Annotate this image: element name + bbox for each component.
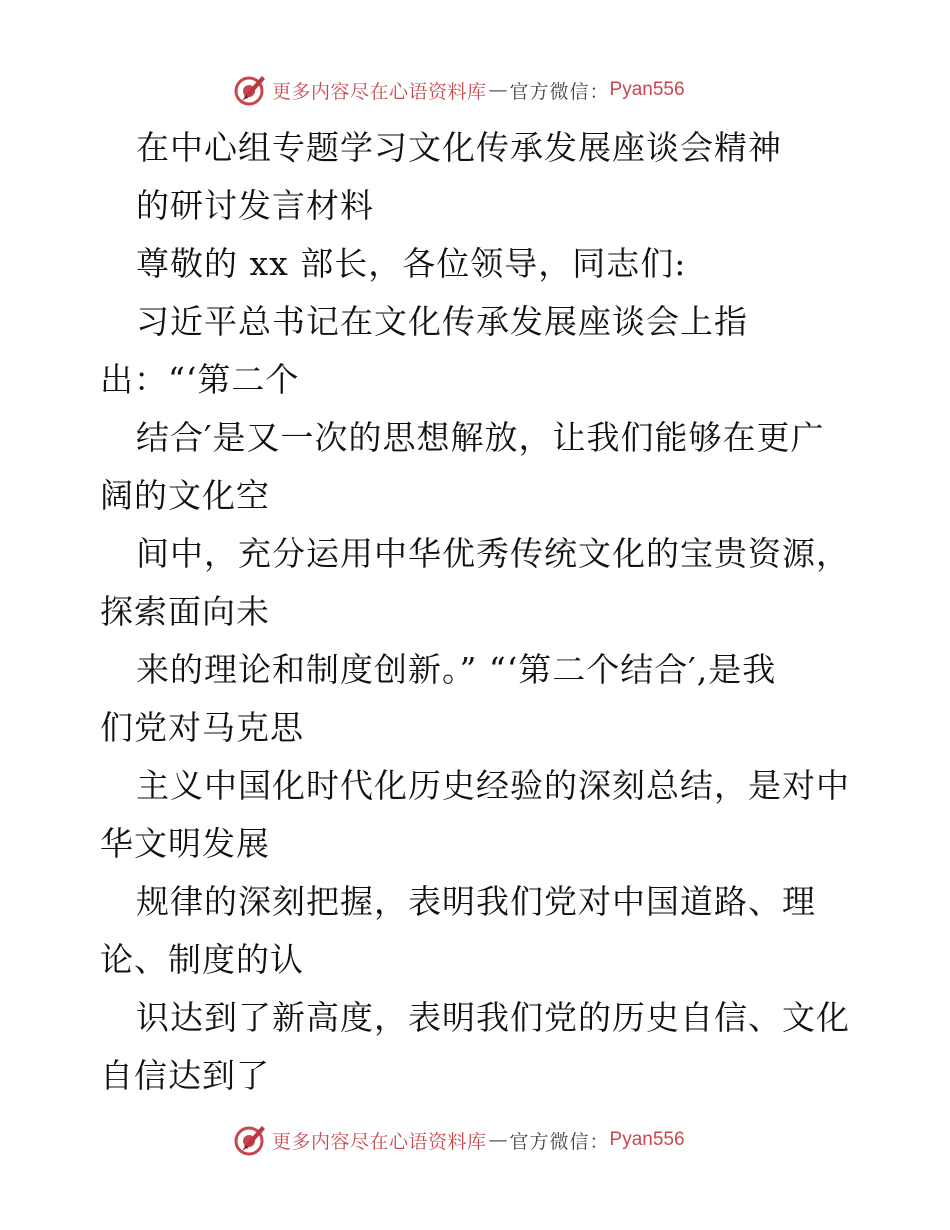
paragraph-line: 们党对马克思	[100, 708, 304, 747]
paragraph-line: 探索面向未	[100, 592, 270, 631]
paragraph-line: 间中，充分运用中华优秀传统文化的宝贵资源，	[136, 534, 850, 573]
watermark-text: 更多内容尽在心语资料库	[272, 1130, 487, 1153]
header-watermark	[232, 72, 685, 108]
paragraph-line: 规律的深刻把握，表明我们党对中国道路、理	[136, 882, 816, 921]
salutation: 尊敬的 xx 部长，各位领导，同志们:	[136, 244, 687, 283]
paragraph-line: 自信达到了	[100, 1056, 270, 1095]
quill-logo-icon	[232, 72, 268, 108]
paragraph-line: 阔的文化空	[100, 476, 270, 515]
paragraph-line: 来的理论和制度创新。” “‘第二个结合′,是我	[136, 650, 777, 689]
watermark-wechat-label: 官方微信：	[509, 1130, 610, 1153]
quill-logo-icon	[232, 1122, 268, 1158]
paragraph-line: 识达到了新高度，表明我们党的历史自信、文化	[136, 998, 850, 1037]
paragraph-line: 论、制度的认	[100, 940, 304, 979]
footer-watermark	[232, 1122, 685, 1158]
document-title-line-1: 在中心组专题学习文化传承发展座谈会精神	[136, 128, 782, 167]
watermark-dash: —	[488, 79, 508, 101]
watermark-text: 更多内容尽在心语资料库	[272, 80, 487, 103]
paragraph-line: 出：“‘第二个	[100, 360, 300, 399]
watermark-handle: Pyan556	[609, 79, 685, 100]
paragraph-line: 习近平总书记在文化传承发展座谈会上指	[136, 302, 748, 341]
document-title-line-2: 的研讨发言材料	[136, 186, 374, 225]
watermark-wechat-label: 官方微信：	[509, 80, 610, 103]
paragraph-line: 主义中国化时代化历史经验的深刻总结，是对中	[136, 766, 850, 805]
paragraph-line: 华文明发展	[100, 824, 270, 863]
watermark-handle: Pyan556	[609, 1129, 685, 1150]
paragraph-line: 结合′是又一次的思想解放，让我们能够在更广	[136, 418, 825, 457]
watermark-dash: —	[488, 1129, 508, 1151]
